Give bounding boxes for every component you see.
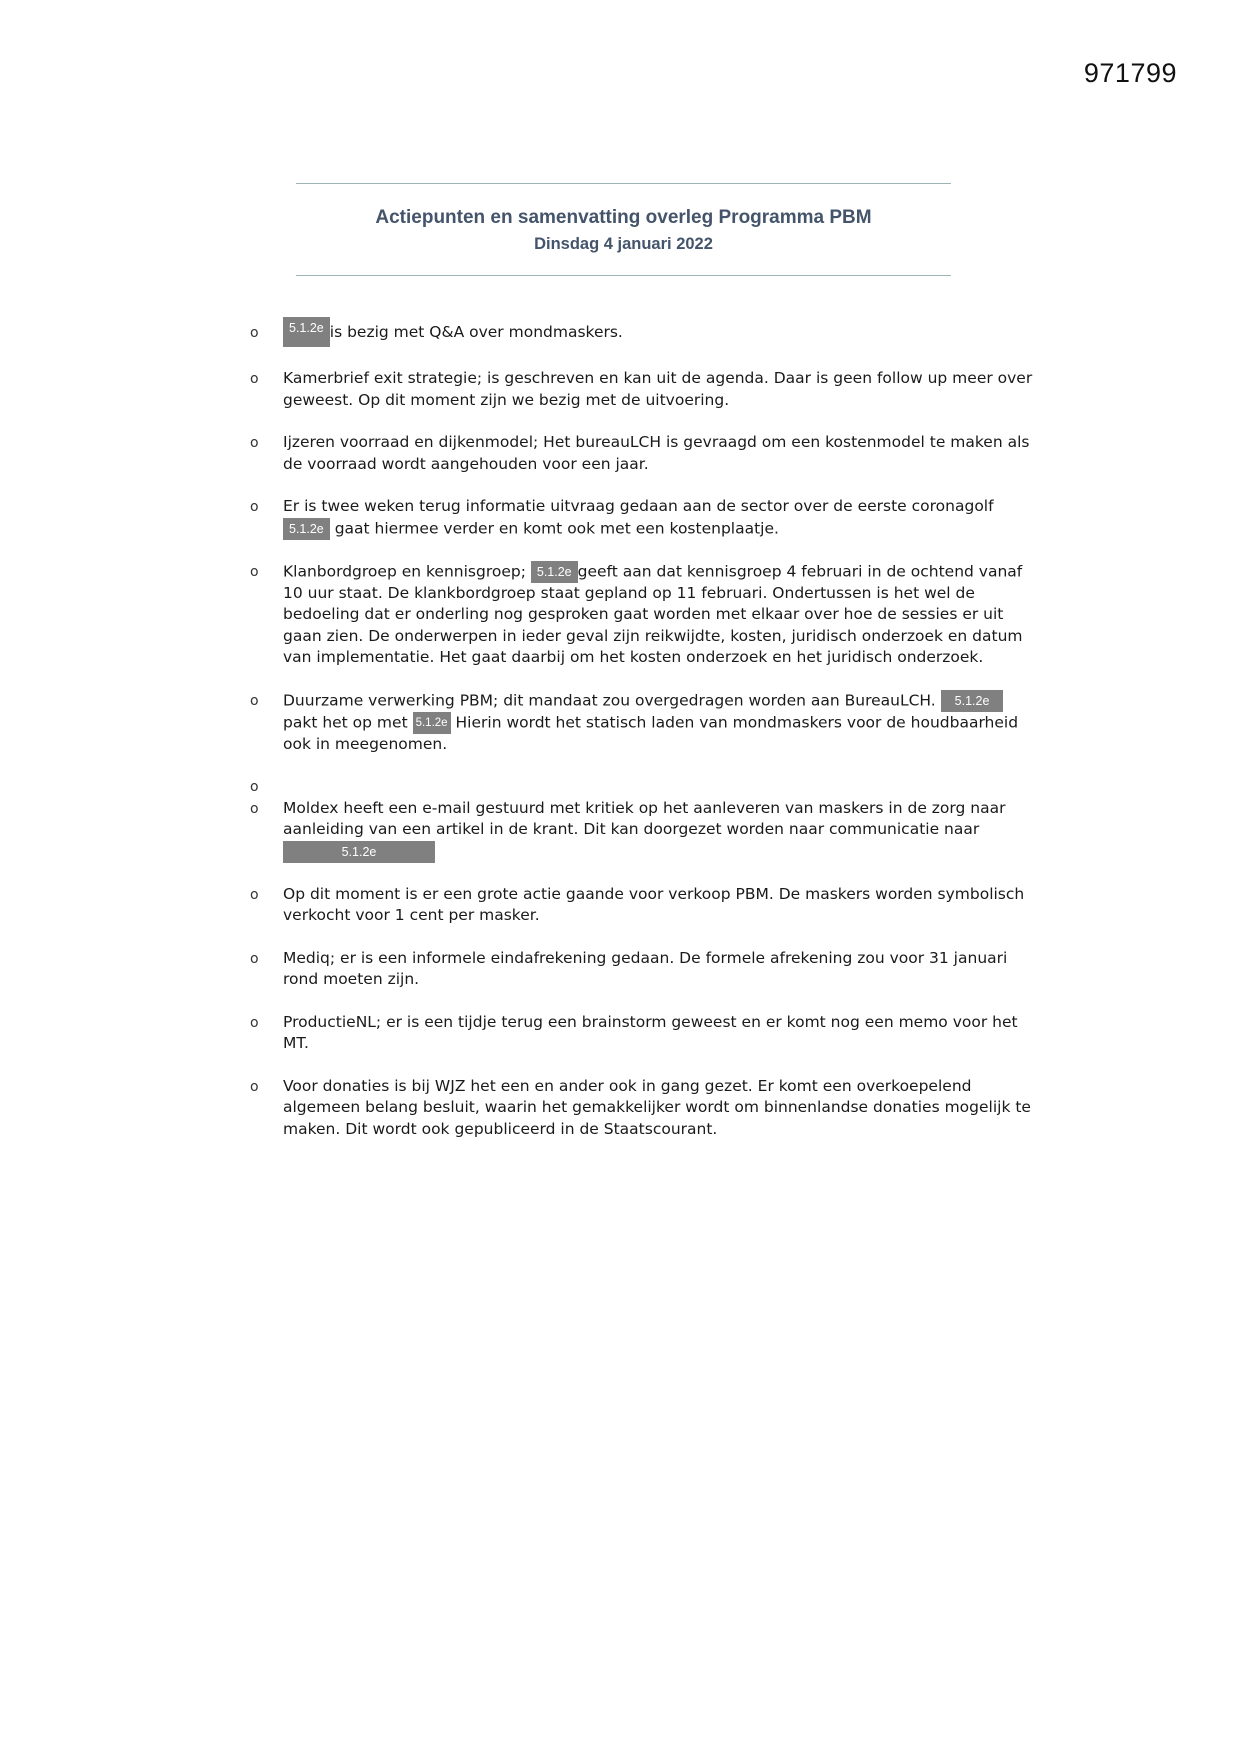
item-text: Moldex heeft een e-mail gestuurd met kritiek op het aanleveren van maskers in de zorg naar aanleiding van een artikel in de krant. Dit kan doorgezet worden naar communicatie naar: [283, 798, 1006, 838]
redaction-block: 5.1.2e: [531, 561, 578, 583]
list-item: [250, 948, 1040, 991]
item-text: Ijzeren voorraad en dijkenmodel; Het bureauLCH is gevraagd om een kostenmodel te maken als de voorraad wordt aangehouden voor een jaar.: [283, 433, 1030, 473]
item-text: Klanbordgroep en kennisgroep;: [283, 562, 526, 580]
list-item: [250, 884, 1040, 927]
list-item: [250, 322, 1040, 347]
bullet-icon: o: [250, 779, 259, 795]
action-points-list: [250, 322, 1040, 1161]
bullet-icon: o: [250, 325, 259, 341]
list-item: [250, 496, 1040, 540]
list-item: [250, 561, 1040, 669]
redaction-block: 5.1.2e: [283, 317, 330, 347]
list-item: [250, 368, 1040, 411]
item-text: Duurzame verwerking PBM; dit mandaat zou overgedragen worden aan BureauLCH.: [283, 691, 936, 709]
redaction-block: 5.1.2e: [283, 841, 435, 863]
list-item: [250, 432, 1040, 475]
redaction-block: 5.1.2e: [283, 518, 330, 540]
document-title: Actiepunten en samenvatting overleg Programma PBM: [375, 207, 872, 228]
item-text: Mediq; er is een informele eindafrekening gedaan. De formele afrekening zou voor 31 januari rond moeten zijn.: [283, 948, 1008, 988]
item-text: Voor donaties is bij WJZ het een en ander ook in gang gezet. Er komt een overkoepelend algemeen belang besluit, waarin het gemakkelijker wordt om binnenlandse donaties mogelijk te maken. Dit wordt ook gepubliceerd in de Staatscourant.: [283, 1076, 1031, 1138]
list-item: [250, 690, 1040, 756]
item-text: is bezig met Q&A over mondmaskers.: [329, 323, 623, 341]
bullet-icon: o: [250, 800, 259, 817]
item-text: Kamerbrief exit strategie; is geschreven en kan uit de agenda. Daar is geen follow up meer over geweest. Op dit moment zijn we bezig met de uitvoering.: [283, 369, 1033, 409]
item-text: gaat hiermee verder en komt ook met een kostenplaatje.: [334, 519, 779, 537]
bullet-icon: o: [250, 950, 259, 967]
item-text: Op dit moment is er een grote actie gaande voor verkoop PBM. De maskers worden symbolisch verkocht voor 1 cent per masker.: [283, 884, 1025, 924]
redaction-block: 5.1.2e: [413, 712, 451, 734]
bullet-icon: o: [250, 371, 259, 387]
list-item: [250, 1076, 1040, 1141]
bullet-icon: o: [250, 1078, 259, 1095]
item-text: Hierin wordt het statisch laden van mondmaskers voor de houdbaarheid ook in meegenomen.: [283, 713, 1019, 753]
bullet-icon: o: [250, 435, 259, 451]
bullet-icon: o: [250, 692, 259, 709]
bullet-icon: o: [250, 499, 259, 515]
item-text: ProductieNL; er is een tijdje terug een brainstorm geweest en er komt nog een memo voor het MT.: [283, 1012, 1018, 1052]
document-date: Dinsdag 4 januari 2022: [534, 235, 713, 253]
bullet-icon: o: [250, 886, 259, 903]
title-block: [296, 183, 951, 276]
item-text: geeft aan dat kennisgroep 4 februari in de ochtend vanaf 10 uur staat. De klankbordgroep staat gepland op 11 februari. Ondertussen is het wel de bedoeling dat er onderling nog gesproken gaat worden met elkaar over hoe de sessies er uit gaan zien. De onderwerpen in ieder geval zijn reikwijdte, kosten, juridisch onderzoek en datum van implementatie. Het gaat daarbij om het kosten onderzoek en het juridisch onderzoek.: [283, 562, 1023, 666]
list-item: [250, 798, 1040, 863]
item-text: pakt het op met: [283, 713, 408, 731]
redaction-block: 5.1.2e: [941, 690, 1004, 712]
bullet-icon: o: [250, 563, 259, 580]
item-text: Er is twee weken terug informatie uitvraag gedaan aan de sector over de eerste coronagolf: [283, 497, 994, 515]
bullet-icon: o: [250, 1014, 259, 1031]
list-item-empty: [250, 776, 1040, 798]
list-item: [250, 1012, 1040, 1055]
document-number: 971799: [1083, 58, 1177, 88]
